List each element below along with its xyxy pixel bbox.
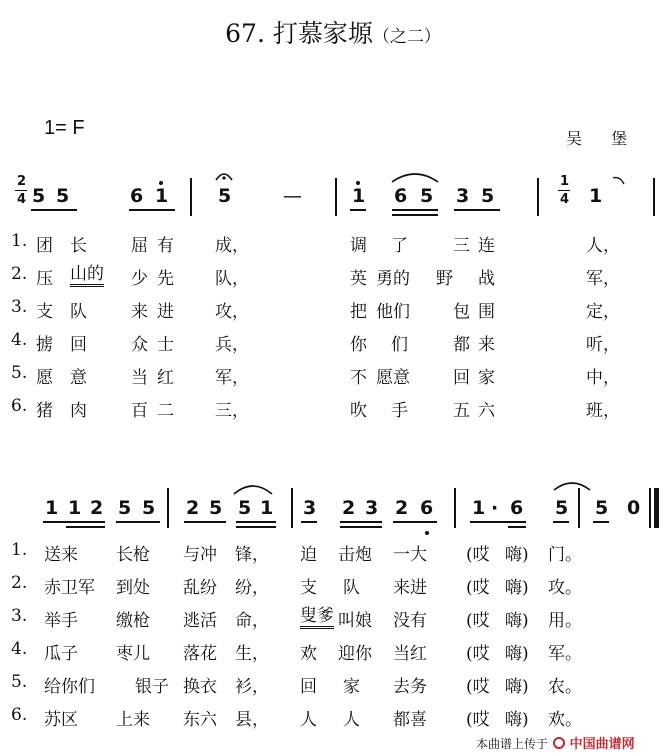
lyric-syllable: 肉 — [70, 401, 87, 421]
lyric-syllable: 生， — [235, 644, 269, 664]
lyric-syllable: 队 — [70, 302, 87, 322]
lyric-syllable: 中， — [586, 368, 620, 388]
lyric-syllable: 野 — [436, 269, 453, 289]
lyric-syllable: 了 — [391, 236, 408, 256]
note: 5 — [595, 497, 609, 519]
lyric-syllable: 县， — [235, 710, 269, 730]
lyric-syllable: 迎你 — [338, 644, 372, 664]
verse-number: 4. — [11, 639, 28, 659]
lyric-syllable: (哎 — [466, 677, 490, 697]
lyric-syllable: 长 — [70, 236, 87, 256]
verse-number: 2. — [11, 264, 28, 284]
lyric-syllable: 愿意 — [376, 368, 410, 388]
lyric-syllable: 手 — [391, 401, 408, 421]
beam — [340, 526, 382, 528]
lyric-syllable: 军， — [586, 269, 620, 289]
verse-number: 6. — [11, 396, 28, 416]
note: 1 — [260, 497, 274, 519]
lyric-syllable: 红 — [157, 368, 174, 388]
lyric-syllable: 有 — [157, 236, 174, 256]
lyric-syllable: 到处 — [116, 578, 150, 598]
lyric-syllable: 瓜子 — [44, 644, 78, 664]
lyric-syllable: 他们 — [376, 302, 410, 322]
lyric-syllable: 枣儿 — [116, 644, 150, 664]
lyric-syllable: 屈 — [131, 236, 148, 256]
lyric-syllable: 送来 — [44, 545, 78, 565]
lyric-syllable: 门。 — [548, 545, 582, 565]
beam — [508, 526, 526, 528]
lyric-syllable: 三 — [453, 236, 470, 256]
note: 5 — [238, 497, 252, 519]
lyric-syllable: 乱纷 — [183, 578, 217, 598]
note: 6 — [394, 185, 408, 207]
high-octave-dot — [159, 181, 163, 185]
low-octave-dot — [425, 531, 429, 535]
lyric-syllable: 英 — [350, 269, 367, 289]
lyric-syllable: 家 — [478, 368, 495, 388]
verse-number: 6. — [11, 705, 28, 725]
lyric-syllable: 迫 — [300, 545, 317, 565]
note: 2 — [342, 497, 356, 519]
lyric-syllable: 嗨) — [505, 545, 529, 565]
beam — [593, 521, 609, 523]
meter-change-top: 1 — [560, 174, 570, 189]
lyric-syllable: 百 — [131, 401, 148, 421]
note: 1 — [589, 185, 603, 207]
slur-icon — [232, 482, 274, 496]
meter-change-line — [558, 190, 570, 191]
lyric-syllable: 五 — [453, 401, 470, 421]
lyric-syllable: 与冲 — [183, 545, 217, 565]
lyric-syllable: 调 — [350, 236, 367, 256]
barline — [578, 488, 580, 528]
lyric-syllable: (哎 — [466, 578, 490, 598]
lyric-syllable: 命， — [235, 611, 269, 631]
barline — [537, 178, 539, 216]
lyric-syllable-melisma: 山的 — [70, 264, 104, 287]
beam — [31, 209, 77, 211]
final-barline-thin — [649, 488, 651, 528]
note: 2 — [90, 497, 104, 519]
beam — [470, 521, 526, 523]
note: 3 — [303, 497, 317, 519]
beam — [66, 526, 105, 528]
lyric-syllable: 军， — [215, 368, 249, 388]
final-barline-thick — [654, 488, 659, 528]
lyric-syllable: 支 — [36, 302, 53, 322]
lyric-syllable: 众 — [131, 335, 148, 355]
lyric-syllable: 猪 — [36, 401, 53, 421]
dash-extension: — — [283, 185, 302, 207]
lyric-syllable: 你 — [350, 335, 367, 355]
lyric-syllable: 不 — [350, 368, 367, 388]
lyric-syllable: 嗨) — [505, 578, 529, 598]
grace-mark-icon — [612, 176, 626, 188]
lyric-syllable: 嗨) — [505, 677, 529, 697]
beam — [236, 526, 276, 528]
lyric-syllable: 六 — [478, 401, 495, 421]
note: 1 — [45, 497, 59, 519]
high-octave-dot — [356, 181, 360, 185]
lyric-syllable: (哎 — [466, 644, 490, 664]
lyric-syllable: 赤卫军 — [44, 578, 95, 598]
meter-change-bottom: 4 — [560, 192, 570, 207]
verse-number: 3. — [11, 606, 28, 626]
watermark-logo: 中国曲谱网 — [569, 737, 635, 752]
time-signature-bottom: 4 — [17, 192, 27, 207]
watermark — [476, 733, 635, 752]
lyric-syllable: 银子 — [135, 677, 169, 697]
lyric-syllable: 们 — [391, 335, 408, 355]
lyric-syllable: 成， — [215, 236, 249, 256]
time-signature-line — [15, 190, 27, 191]
lyric-syllable: 队 — [343, 578, 360, 598]
lyric-syllable: 都 — [453, 335, 470, 355]
lyric-syllable: 把 — [350, 302, 367, 322]
note: 5 — [209, 497, 223, 519]
time-signature-top: 2 — [17, 174, 27, 189]
note: 2 — [186, 497, 200, 519]
lyric-syllable: 攻。 — [548, 578, 582, 598]
lyric-syllable: 团 — [36, 236, 53, 256]
note: 2 — [395, 497, 409, 519]
lyric-syllable: 队， — [215, 269, 249, 289]
lyric-syllable: (哎 — [466, 611, 490, 631]
barline — [454, 488, 456, 528]
site-logo-icon — [552, 737, 566, 749]
note: 1 — [472, 497, 486, 519]
lyric-syllable: 落花 — [183, 644, 217, 664]
lyric-syllable: 回 — [300, 677, 317, 697]
lyric-syllable: 来 — [478, 335, 495, 355]
composer-region: 吴 堡 — [566, 129, 640, 148]
note: 5 — [555, 497, 569, 519]
note: 5 — [481, 185, 495, 207]
note: 6 — [130, 185, 144, 207]
lyric-syllable: 包 — [453, 302, 470, 322]
lyric-syllable: 少 — [131, 269, 148, 289]
beam — [340, 521, 382, 523]
lyric-syllable: 意 — [70, 368, 87, 388]
lyric-syllable: 给你们 — [44, 677, 95, 697]
lyric-syllable: 二 — [157, 401, 174, 421]
lyric-syllable: 掳 — [36, 335, 53, 355]
rest: 0 — [627, 497, 641, 519]
lyric-syllable: 来 — [131, 302, 148, 322]
beam — [392, 209, 438, 211]
note: 3 — [456, 185, 470, 207]
lyric-syllable: 人 — [343, 710, 360, 730]
lyric-syllable: 兵， — [215, 335, 249, 355]
lyric-syllable: 长枪 — [116, 545, 150, 565]
note: 6 — [420, 497, 434, 519]
note: 3 — [365, 497, 379, 519]
title-sub: （之二） — [372, 27, 441, 47]
beam — [454, 209, 500, 211]
verse-number: 5. — [11, 672, 28, 692]
lyric-syllable: 都喜 — [393, 710, 427, 730]
beam — [301, 521, 317, 523]
lyric-syllable: 人， — [586, 236, 620, 256]
lyric-syllable: 击炮 — [338, 545, 372, 565]
lyric-syllable: 听， — [586, 335, 620, 355]
beam — [392, 214, 438, 216]
lyric-syllable: 愿 — [36, 368, 53, 388]
tie-icon — [552, 478, 592, 492]
lyric-syllable: 欢 — [300, 644, 317, 664]
beam — [553, 521, 569, 523]
watermark-text: 本曲谱上传于 — [476, 737, 549, 751]
lyric-syllable-melisma: 叟爹 — [300, 606, 334, 629]
verse-number: 1. — [11, 231, 28, 251]
verse-number: 2. — [11, 573, 28, 593]
lyric-syllable: 缴枪 — [116, 611, 150, 631]
note: 5 — [118, 497, 132, 519]
lyric-syllable: 苏区 — [44, 710, 78, 730]
lyric-syllable: 连 — [478, 236, 495, 256]
note: 6 — [510, 497, 524, 519]
key-signature: 1= F — [44, 117, 85, 139]
lyric-syllable: 勇的 — [376, 269, 410, 289]
beam — [350, 209, 366, 211]
beam — [236, 521, 276, 523]
lyric-syllable: 来进 — [393, 578, 427, 598]
lyric-syllable: 锋， — [235, 545, 269, 565]
lyric-syllable: 当红 — [393, 644, 427, 664]
lyric-syllable: 纷， — [235, 578, 269, 598]
lyric-syllable: 去务 — [393, 677, 427, 697]
lyric-syllable: 进 — [157, 302, 174, 322]
lyric-syllable: 衫， — [235, 677, 269, 697]
lyric-syllable: 举手 — [44, 611, 78, 631]
lyric-syllable: 家 — [343, 677, 360, 697]
note: 1 — [352, 185, 366, 207]
lyric-syllable: 叫娘 — [338, 611, 372, 631]
barline — [291, 488, 293, 528]
lyric-syllable: 东六 — [183, 710, 217, 730]
lyric-syllable: 回 — [453, 368, 470, 388]
lyric-syllable: 三， — [215, 401, 249, 421]
lyric-syllable: 战 — [478, 269, 495, 289]
lyric-syllable: (哎 — [466, 710, 490, 730]
lyric-syllable: 没有 — [393, 611, 427, 631]
note: 1 — [68, 497, 82, 519]
beam — [116, 521, 160, 523]
lyric-syllable: 嗨) — [505, 644, 529, 664]
note: 5 — [56, 185, 70, 207]
lyric-syllable: 逃活 — [183, 611, 217, 631]
beam — [43, 521, 105, 523]
barline — [167, 488, 169, 528]
barline — [335, 178, 337, 216]
lyric-syllable: 嗨) — [505, 710, 529, 730]
beam — [184, 521, 226, 523]
lyric-syllable: 定， — [586, 302, 620, 322]
lyric-syllable: 当 — [131, 368, 148, 388]
lyric-syllable: 压 — [36, 269, 53, 289]
lyric-syllable: 用。 — [548, 611, 582, 631]
lyric-syllable: 先 — [157, 269, 174, 289]
slur-icon — [390, 170, 440, 184]
lyric-syllable: 一大 — [393, 545, 427, 565]
lyric-syllable: 上来 — [116, 710, 150, 730]
barline — [653, 178, 655, 216]
verse-number: 5. — [11, 363, 28, 383]
lyric-syllable: 军。 — [548, 644, 582, 664]
lyric-syllable: 士 — [157, 335, 174, 355]
lyric-syllable: 人 — [300, 710, 317, 730]
title-main: 67. 打慕家塬 — [225, 19, 373, 48]
beam — [393, 521, 437, 523]
barline — [190, 178, 192, 216]
lyric-syllable: 农。 — [548, 677, 582, 697]
lyric-syllable: 回 — [70, 335, 87, 355]
note: 5 — [420, 185, 434, 207]
lyric-syllable: (哎 — [466, 545, 490, 565]
lyric-syllable: 支 — [300, 578, 317, 598]
lyric-syllable: 围 — [478, 302, 495, 322]
lyric-syllable: 吹 — [350, 401, 367, 421]
lyric-syllable: 欢。 — [548, 710, 582, 730]
lyric-syllable: 嗨) — [505, 611, 529, 631]
dotted-rhythm-dot: · — [491, 497, 499, 519]
note: 1 — [155, 185, 169, 207]
lyric-syllable: 换衣 — [183, 677, 217, 697]
page-title — [0, 14, 666, 50]
note: 5 — [32, 185, 46, 207]
beam — [129, 209, 175, 211]
verse-number: 1. — [11, 540, 28, 560]
verse-number: 4. — [11, 330, 28, 350]
lyric-syllable: 班， — [586, 401, 620, 421]
note: 5 — [218, 185, 232, 207]
note: 5 — [142, 497, 156, 519]
fermata-icon — [214, 168, 234, 182]
lyric-syllable: 攻， — [215, 302, 249, 322]
verse-number: 3. — [11, 297, 28, 317]
